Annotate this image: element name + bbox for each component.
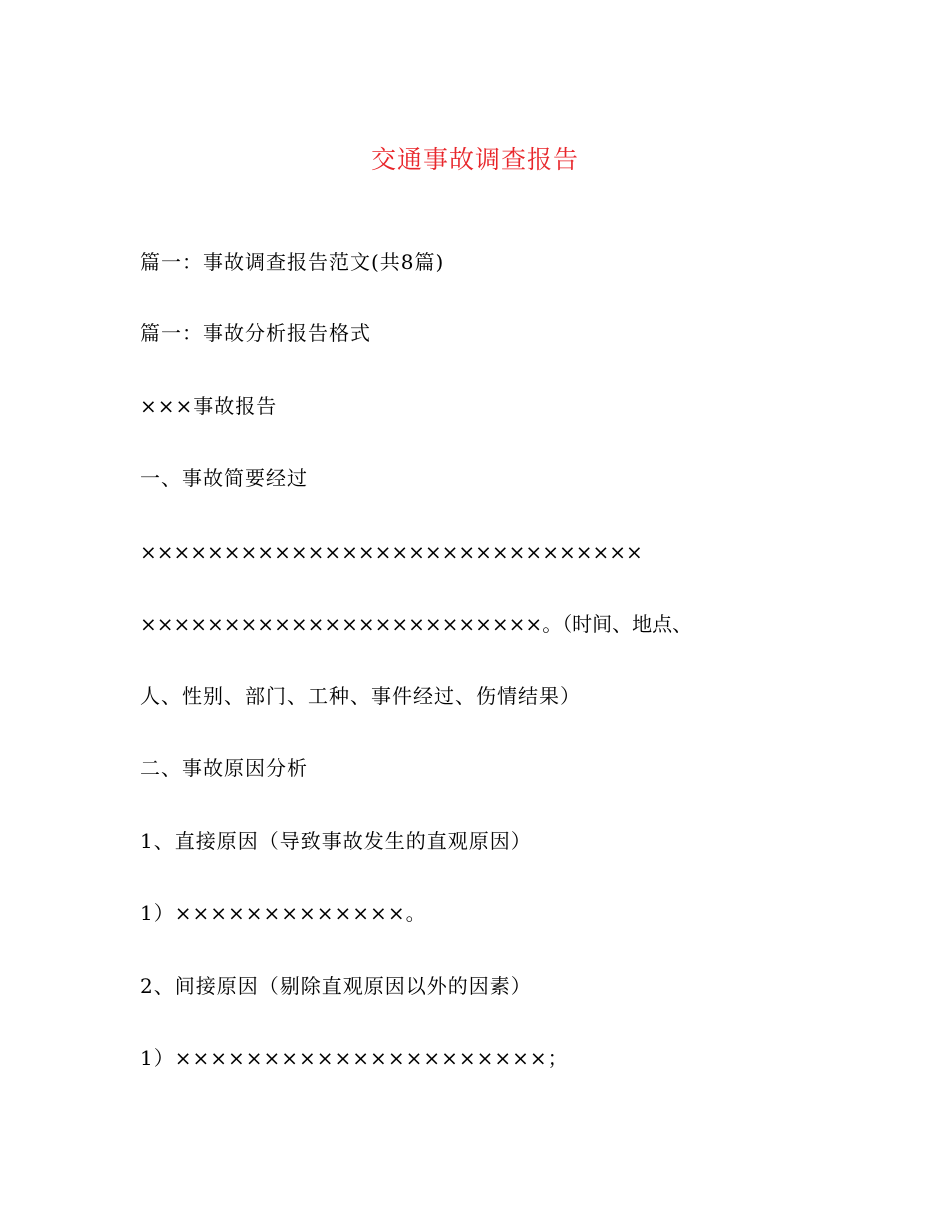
text-line-11: 2、间接原因（剔除直观原因以外的因素）: [140, 974, 532, 998]
text-line-5: ××××××××××××××××××××××××××××××: [140, 540, 643, 564]
text-line-6: ××××××××××××××××××××××××。（时间、地点、: [140, 612, 693, 636]
text-line-2: 篇一：事故分析报告格式: [140, 321, 371, 345]
document-title: 交通事故调查报告: [370, 145, 579, 174]
text-line-8: 二、事故原因分析: [140, 756, 308, 780]
text-line-10: 1）×××××××××××××。: [140, 901, 427, 925]
text-line-9: 1、直接原因（导致事故发生的直观原因）: [140, 829, 532, 853]
text-line-3: ×××事故报告: [140, 394, 278, 418]
text-line-12: 1）×××××××××××××××××××××；: [140, 1046, 569, 1070]
text-line-7: 人、性别、部门、工种、事件经过、伤情结果）: [140, 684, 581, 708]
text-line-4: 一、事故简要经过: [140, 466, 308, 490]
text-line-1: 篇一：事故调查报告范文(共8篇): [140, 250, 445, 274]
